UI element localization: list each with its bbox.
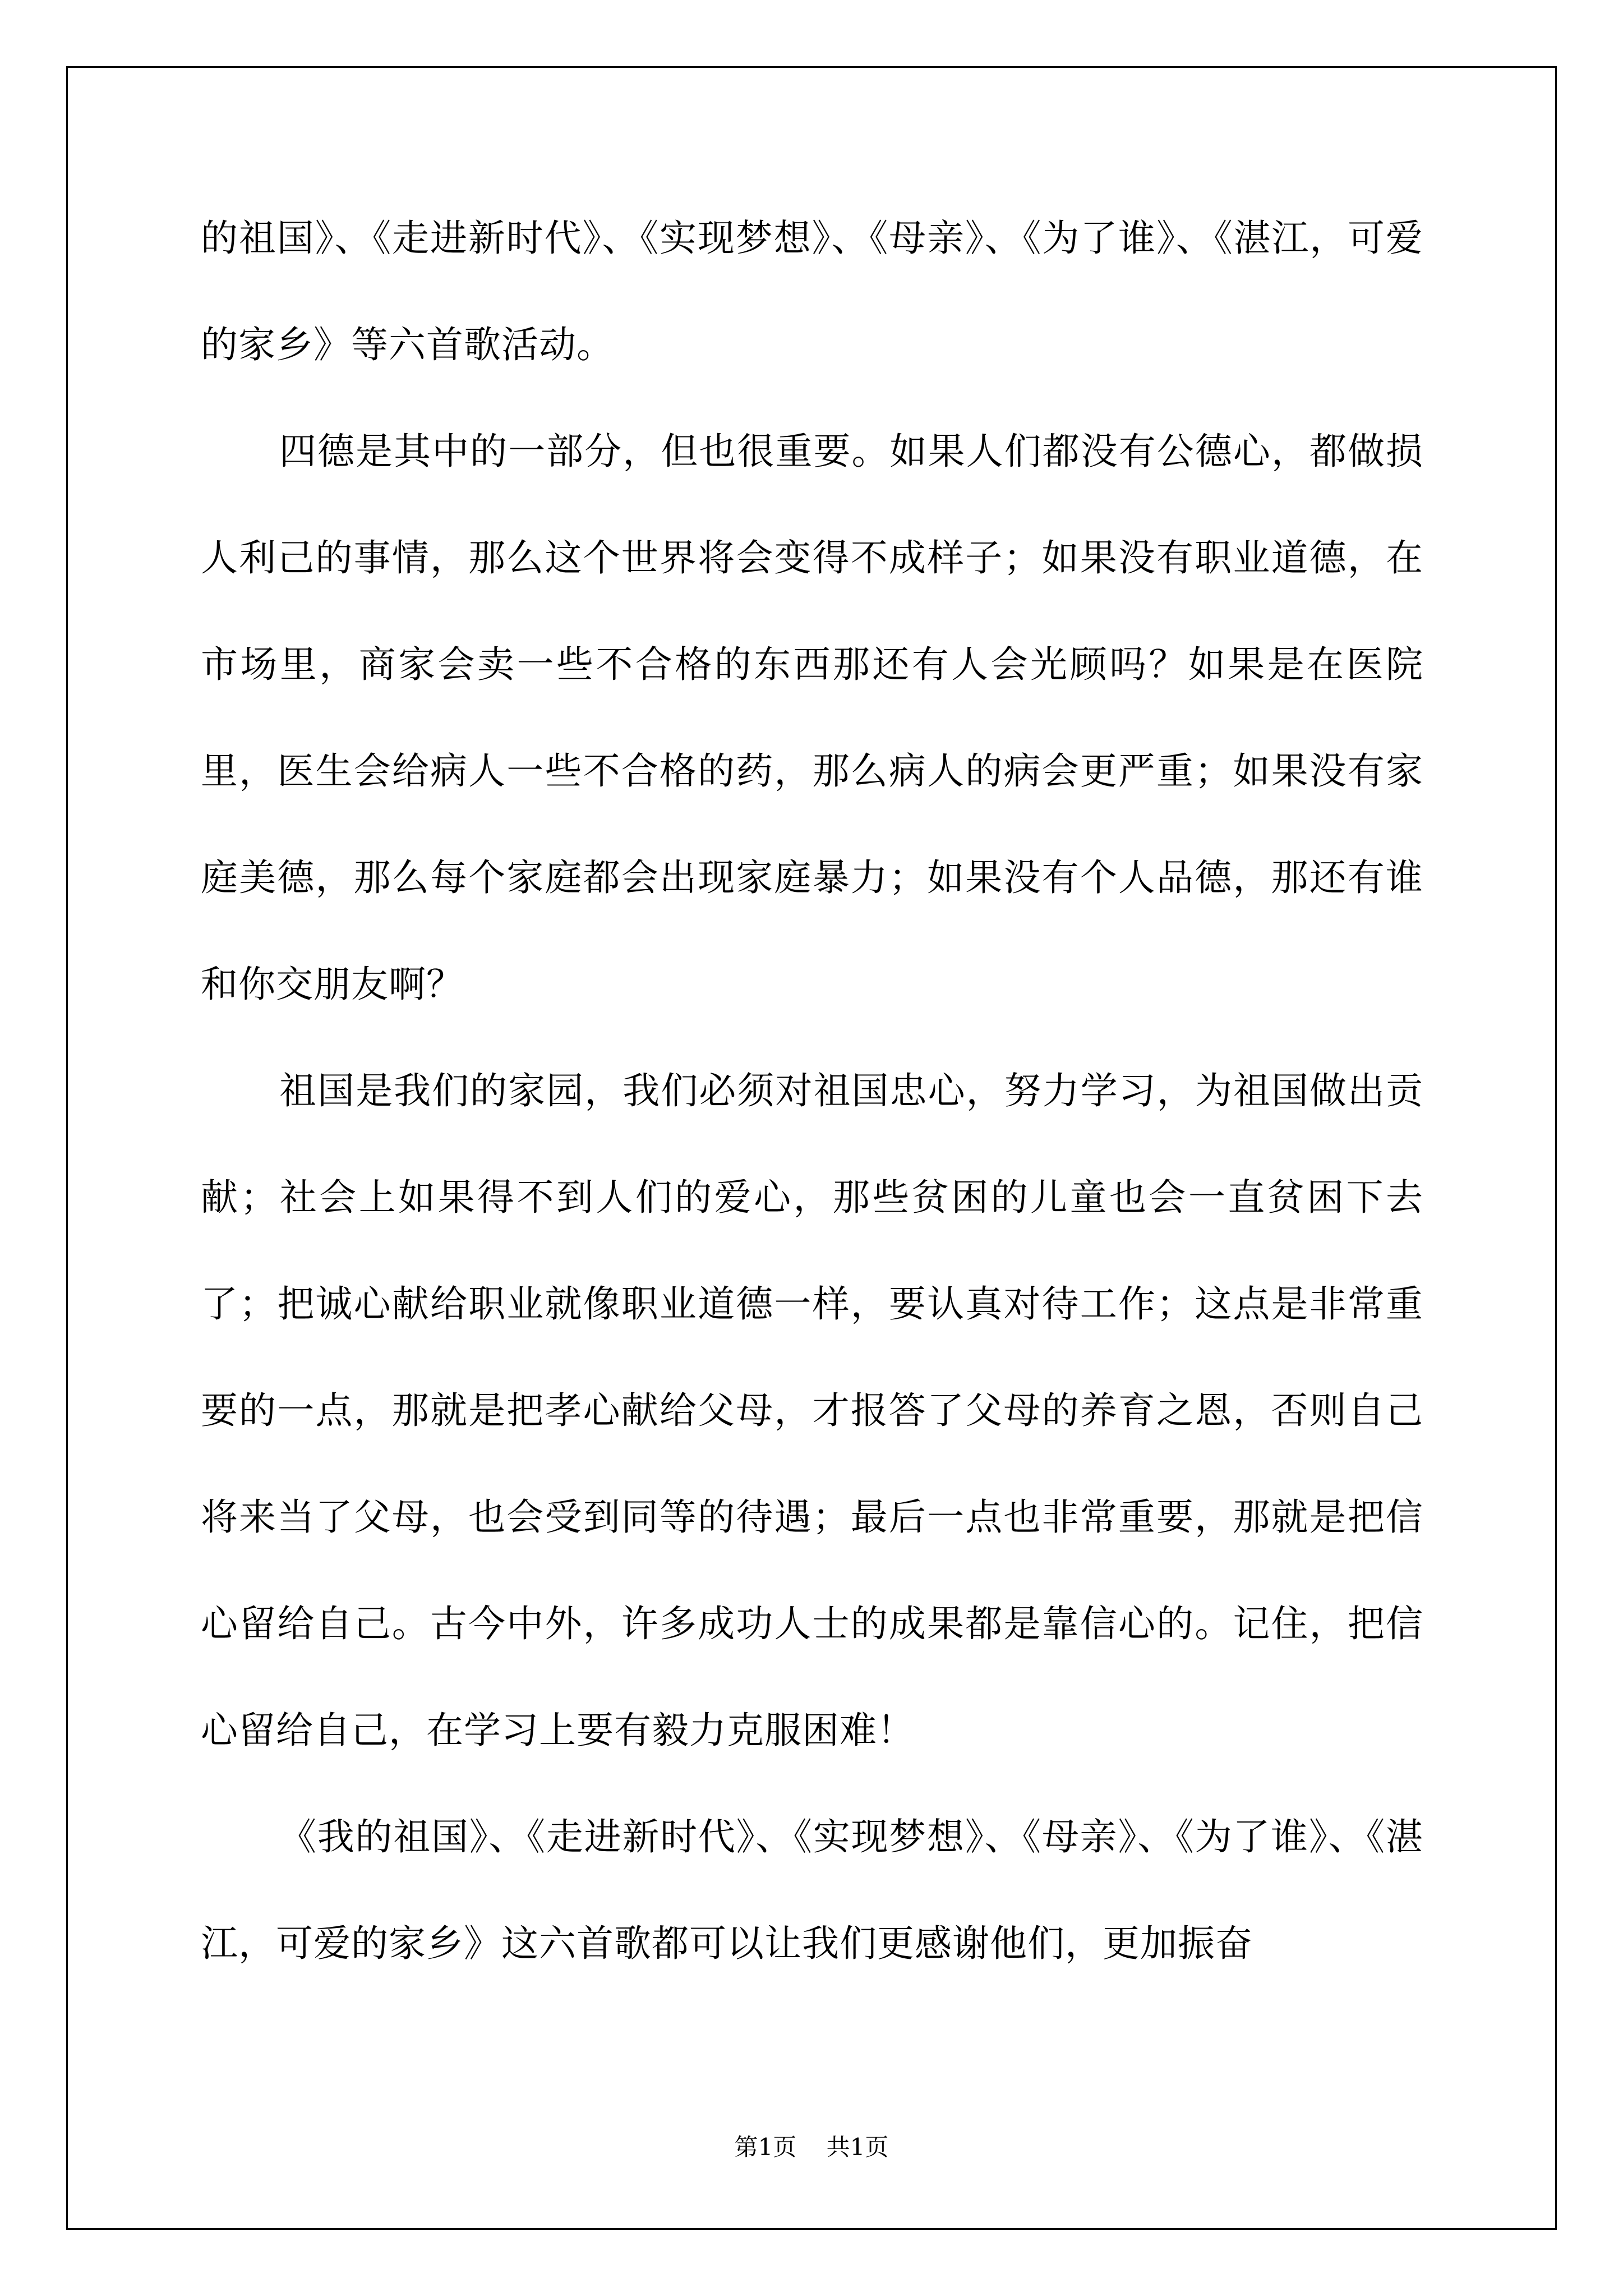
paragraph-2: 四德是其中的一部分，但也很重要。如果人们都没有公德心，都做损人利己的事情，那么这个世界将会变得不成样子；如果没有职业道德，在市场里，商家会卖一些不合格的东西那还有人会光顾吗？如果是在医院里，医生会给病人一些不合格的药，那么病人的病会更严重；如果没有家庭美德，那么每个家庭都会出现家庭暴力；如果没有个人品德，那还有谁和你交朋友啊？ <box>201 430 1423 1006</box>
paragraph-1: 的祖国》、《走进新时代》、《实现梦想》、《母亲》、《为了谁》、《湛江，可爱的家乡》等六首歌活动。 <box>201 217 1423 366</box>
page-footer: 第1页 共1页 <box>734 2133 889 2161</box>
document-body <box>201 185 1423 1997</box>
paragraph-4: 《我的祖国》、《走进新时代》、《实现梦想》、《母亲》、《为了谁》、《湛江，可爱的家乡》这六首歌都可以让我们更感谢他们，更加振奋 <box>201 1815 1423 1965</box>
paragraph-3: 祖国是我们的家园，我们必须对祖国忠心，努力学习，为祖国做出贡献；社会上如果得不到人们的爱心，那些贫困的儿童也会一直贫困下去了；把诚心献给职业就像职业道德一样，要认真对待工作；这点是非常重要的一点，那就是把孝心献给父母，才报答了父母的养育之恩，否则自己将来当了父母，也会受到同等的待遇；最后一点也非常重要，那就是把信心留给自己。古今中外，许多成功人士的成果都是靠信心的。记住，把信心留给自己，在学习上要有毅力克服困难！ <box>201 1069 1423 1752</box>
